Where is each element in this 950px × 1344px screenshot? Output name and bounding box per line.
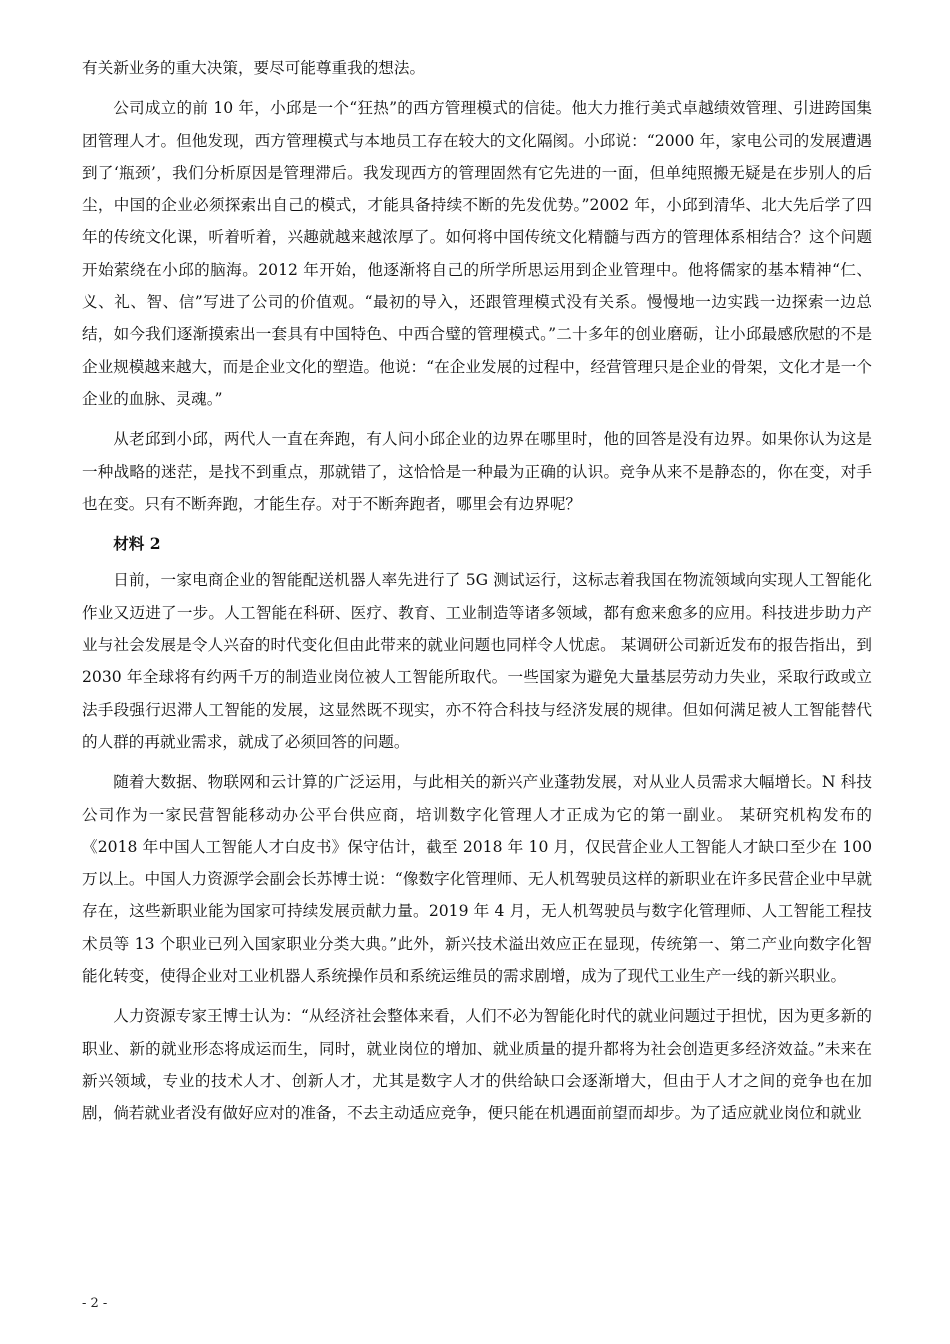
document-page	[82, 52, 872, 1138]
paragraph: 日前，一家电商企业的智能配送机器人率先进行了 5G 测试运行，这标志着我国在物流领域向实现人工智能化作业又迈进了一步。人工智能在科研、医疗、教育、工业制造等诸多领域，都有愈来愈多的应用。科技进步助力产业与社会发展是令人兴奋的时代变化但由此带来的就业问题也同样令人忧虑。 某调研公司新近发布的报告指出，到 2030 年全球将有约两千万的制造业岗位被人工智能所取代。一些国家为避免大量基层劳动力失业，采取行政或立法手段强行迟滞人工智能的发展，这显然既不现实，亦不符合科技与经济发展的规律。但如何满足被人工智能替代的人群的再就业需求，就成了必须回答的问题。	[82, 571, 872, 751]
paragraph: 人力资源专家王博士认为：“从经济社会整体来看，人们不必为智能化时代的就业问题过于担忧，因为更多新的职业、新的就业形态将成运而生，同时，就业岗位的增加、就业质量的提升都将为社会创造更多经济效益。”未来在新兴领域，专业的技术人才、创新人才，尤其是数字人才的供给缺口会逐渐增大，但由于人才之间的竞争也在加剧，倘若就业者没有做好应对的准备，不去主动适应竞争，便只能在机遇面前望而却步。为了适应就业岗位和就业	[82, 1007, 872, 1123]
paragraph: 从老邱到小邱，两代人一直在奔跑，有人问小邱企业的边界在哪里时，他的回答是没有边界。如果你认为这是一种战略的迷茫，是找不到重点，那就错了，这恰恰是一种最为正确的认识。竞争从来不是静态的，你在变，对手也在变。只有不断奔跑，才能生存。对于不断奔跑者，哪里会有边界呢？	[82, 430, 872, 513]
page-number: - 2 -	[82, 1296, 108, 1311]
paragraph: 随着大数据、物联网和云计算的广泛运用，与此相关的新兴产业蓬勃发展，对从业人员需求大幅增长。N 科技公司作为一家民营智能移动办公平台供应商，培训数字化管理人才正成为它的第一副业。 某研究机构发布的《2018 年中国人工智能人才白皮书》保守估计，截至 2018 年 10 月，仅民营企业人工智能人才缺口至少在 100 万以上。中国人力资源学会副会长苏博士说：“像数字化管理师、无人机驾驶员这样的新职业在许多民营企业中早就存在，这些新职业能为国家可持续发展贡献力量。2019 年 4 月，无人机驾驶员与数字化管理师、人工智能工程技术员等 13 个职业已列入国家职业分类大典。”此外，新兴技术溢出效应正在显现，传统第一、第二产业向数字化智能化转变，使得企业对工业机器人系统操作员和系统运维员的需求剧增，成为了现代工业生产一线的新兴职业。	[82, 773, 872, 986]
paragraph: 有关新业务的重大决策，要尽可能尊重我的想法。	[82, 59, 426, 77]
section-heading: 材料 2	[113, 534, 161, 554]
paragraph: 公司成立的前 10 年，小邱是一个“狂热”的西方管理模式的信徒。他大力推行美式卓越绩效管理、引进跨国集团管理人才。但他发现，西方管理模式与本地员工存在较大的文化隔阂。小邱说：“2000 年，家电公司的发展遭遇到了‘瓶颈’，我们分析原因是管理滞后。我发现西方的管理固然有它先进的一面，但单纯照搬无疑是在步别人的后尘，中国的企业必须探索出自己的模式，才能具备持续不断的先发优势。”2002 年，小邱到清华、北大先后学了四年的传统文化课，听着听着，兴趣就越来越浓厚了。如何将中国传统文化精髓与西方的管理体系相结合？这个问题开始萦绕在小邱的脑海。2012 年开始，他逐渐将自己的所学所思运用到企业管理中。他将儒家的基本精神“仁、义、礼、智、信”写进了公司的价值观。“最初的导入，还跟管理模式没有关系。慢慢地一边实践一边探索一边总结，如今我们逐渐摸索出一套具有中国特色、中西合璧的管理模式。”二十多年的创业磨砺，让小邱最感欣慰的不是企业规模越来越大，而是企业文化的塑造。他说：“在企业发展的过程中，经营管理只是企业的骨架，文化才是一个企业的血脉、灵魂。”	[82, 99, 872, 408]
